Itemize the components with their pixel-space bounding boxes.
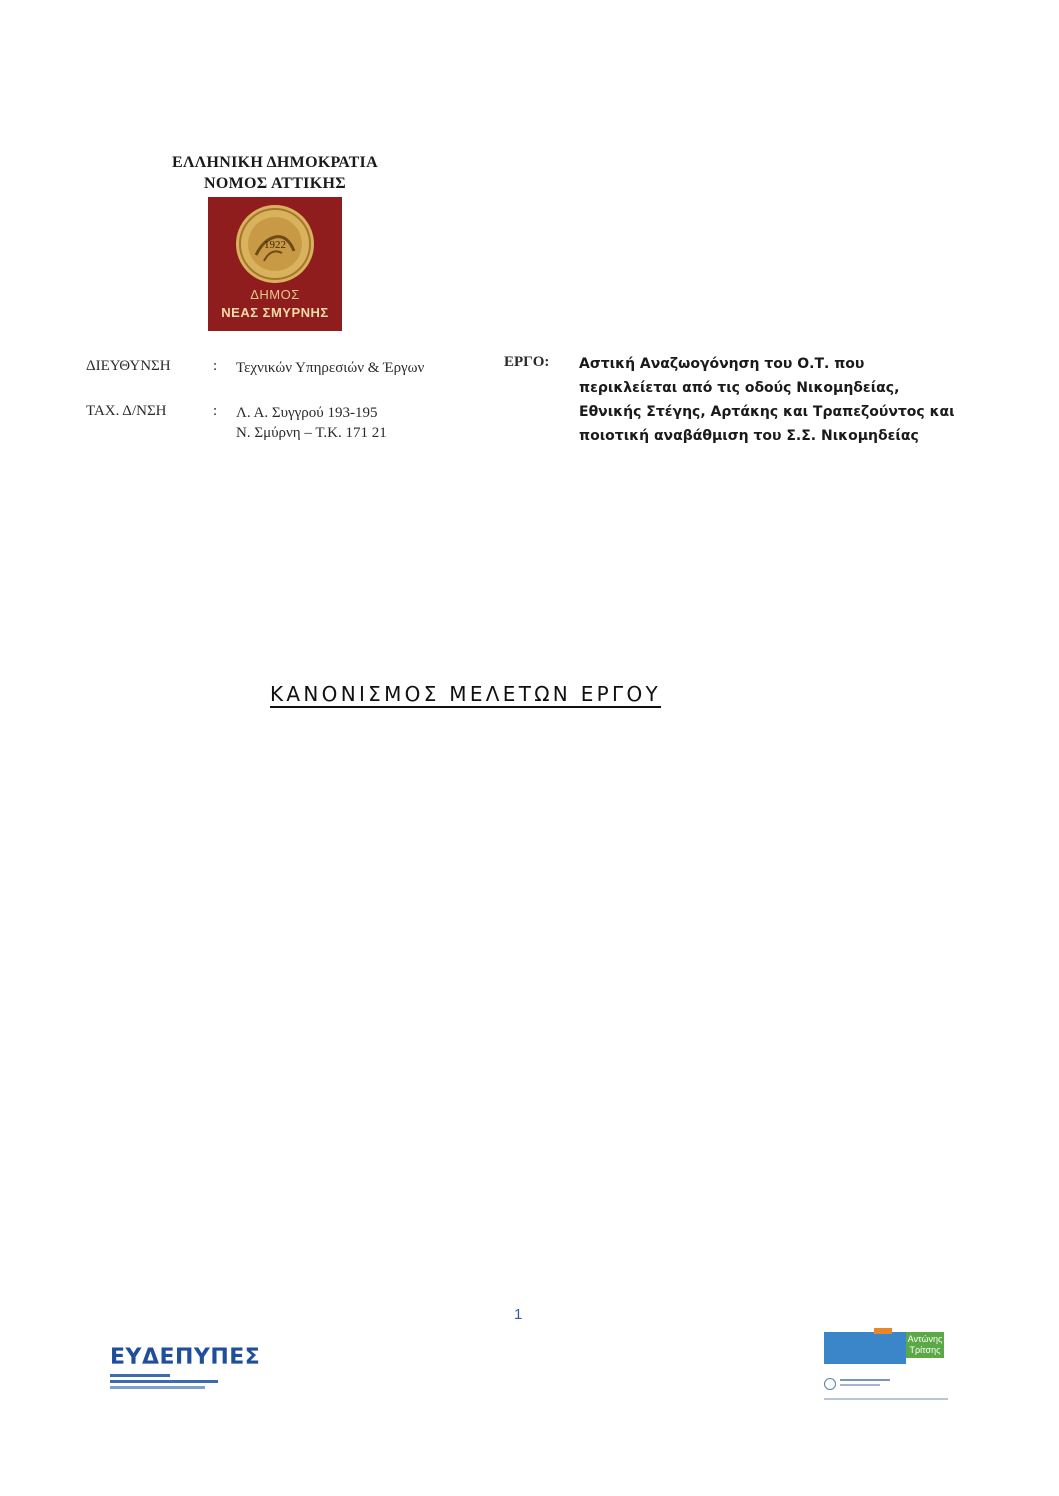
address-row (86, 403, 486, 447)
project-description (579, 352, 999, 448)
address-line-street: Λ. Α. Συγγρού 193-195 (236, 405, 378, 421)
project-line: ποιοτική αναβάθμιση του Σ.Σ. Νικομηδείας (579, 428, 919, 444)
program-badge: Αντώνης Τρίτσης (906, 1332, 944, 1358)
seal-year: 1922 (264, 239, 286, 251)
footer-logo-left (110, 1345, 261, 1389)
header-line-republic: ΕΛΛΗΝΙΚΗ ΔΗΜΟΚΡΑΤΙΑ (172, 154, 378, 171)
project-line: Εθνικής Στέγης, Αρτάκης και Τραπεζούντος και (579, 404, 955, 420)
direction-label: ΔΙΕΥΘΥΝΣΗ (86, 358, 171, 374)
address-label: ΤΑΧ. Δ/ΝΣΗ (86, 403, 167, 419)
header-line-prefecture: ΝΟΜΟΣ ΑΤΤΙΚΗΣ (204, 175, 346, 192)
header-government (130, 152, 420, 194)
document-title: ΚΑΝΟΝΙΣΜΟΣ ΜΕΛΕΤΩΝ ΕΡΓΟΥ (270, 682, 662, 706)
program-logo-block (824, 1332, 906, 1364)
greek-emblem-icon (824, 1378, 836, 1390)
direction-row (86, 358, 486, 378)
direction-colon: : (213, 358, 218, 374)
logo-text-name: ΝΕΑΣ ΣΜΥΡΝΗΣ (221, 305, 329, 320)
address-colon: : (213, 403, 218, 419)
footer-brand-subtitle-graphic (110, 1374, 250, 1389)
address-value (236, 403, 387, 443)
page-number: 1 (514, 1306, 523, 1323)
program-logo-accent (874, 1328, 892, 1334)
project-label: ΕΡΓΟ: (504, 354, 550, 370)
municipality-logo (208, 197, 342, 331)
project-line: Αστική Αναζωογόνηση του Ο.Τ. που (579, 356, 865, 372)
address-line-city: Ν. Σμύρνη – Τ.Κ. 171 21 (236, 425, 387, 441)
direction-value: Τεχνικών Υπηρεσιών & Έργων (236, 360, 425, 376)
logo-text-municipality: ΔΗΜΟΣ (250, 287, 300, 302)
footer-logo-right (824, 1328, 949, 1364)
project-line: περικλείεται από τις οδούς Νικομηδείας, (579, 380, 900, 396)
seal-icon (234, 203, 316, 285)
footer-brand: ΕΥΔΕΠΥΠΕΣ (110, 1345, 261, 1370)
